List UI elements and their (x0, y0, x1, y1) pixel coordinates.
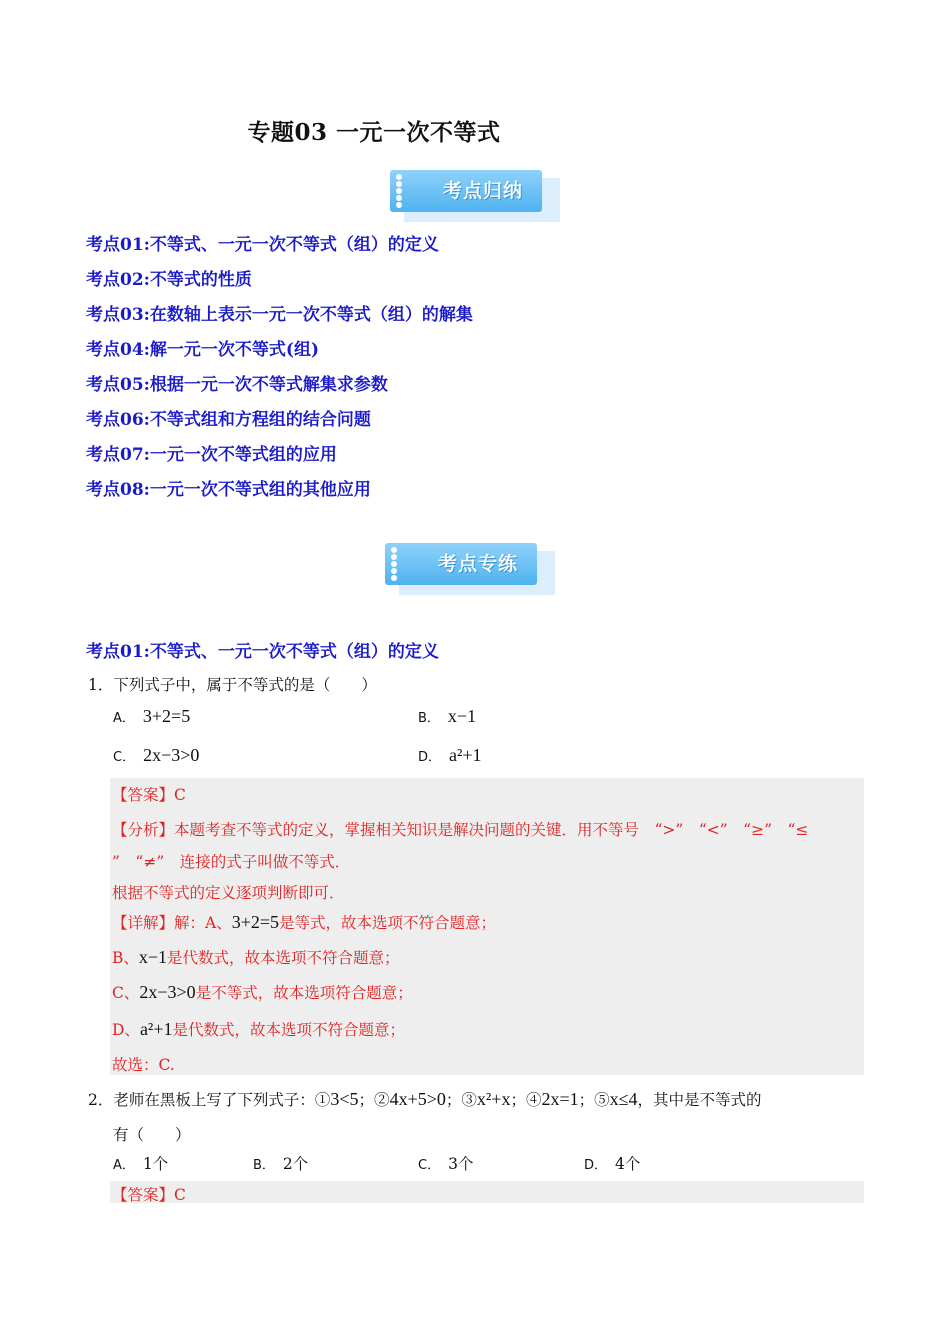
q2-option-a (113, 1152, 168, 1174)
detail-expr: 2x−3>0 (139, 982, 196, 1002)
detail-expr: 3+2=5 (231, 912, 280, 932)
option-letter: A． (113, 1158, 135, 1173)
banner-label: 考点归纳 (442, 180, 523, 202)
stem-text: ；⑤ (578, 1091, 610, 1109)
q2-option-d (584, 1152, 640, 1174)
analysis-line: 根据不等式的定义逐项判断即可． (112, 884, 345, 902)
stem-text: ；③ (445, 1091, 477, 1109)
option-letter: D． (418, 750, 442, 765)
detail-prefix: D、 (112, 1021, 140, 1039)
q1-option-d (418, 745, 482, 766)
detail-prefix: C、 (112, 984, 140, 1002)
detail-text: 是代数式，故本选项不符合题意； (167, 949, 400, 967)
detail-line-a (112, 911, 496, 933)
kaodian-item-04: 考点04:解一元一次不等式(组) (86, 340, 320, 360)
question-1-stem (88, 673, 377, 695)
analysis-line: ” “≠” 连接的式子叫做不等式． (112, 853, 351, 871)
question-2-stem (88, 1088, 762, 1110)
question-2-stem-cont: 有（ ） (113, 1126, 191, 1144)
detail-expr: a²+1 (139, 1019, 173, 1039)
detail-line-c (112, 981, 413, 1003)
detail-line-b (112, 946, 400, 968)
detail-expr: x−1 (138, 947, 168, 967)
option-expr: x−1 (447, 706, 477, 726)
detail-text: 是代数式，故本选项不符合题意； (172, 1021, 405, 1039)
option-expr: 2x−3>0 (143, 745, 200, 765)
kaodian-item-06: 考点06:不等式组和方程组的结合问题 (86, 410, 371, 430)
q2-answer-box (110, 1181, 864, 1203)
detail-line-d (112, 1018, 405, 1040)
option-letter: A． (113, 711, 135, 726)
question-number: 2． (88, 1091, 114, 1109)
banner-kaodian-guina (390, 170, 562, 222)
stem-text: ，其中是不等式的 (637, 1091, 762, 1109)
section-heading: 考点01:不等式、一元一次不等式（组）的定义 (86, 642, 439, 662)
expr-4: 2x=1 (541, 1089, 579, 1109)
q1-option-c (113, 745, 199, 766)
stem-text: ；② (358, 1091, 390, 1109)
analysis-line: 【分析】本题考查不等式的定义，掌握相关知识是解决问题的关键．用不等号 “>” “<” “≥” “≤ (112, 821, 809, 839)
option-expr: 3+2=5 (142, 706, 191, 726)
option-letter: B． (418, 711, 440, 726)
q1-option-b (418, 706, 476, 727)
kaodian-item-07: 考点07:一元一次不等式组的应用 (86, 445, 337, 465)
kaodian-item-03: 考点03:在数轴上表示一元一次不等式（组）的解集 (86, 305, 473, 325)
expr-3: x²+x (476, 1089, 511, 1109)
stem-text: 老师在黑板上写了下列式子：① (113, 1091, 331, 1109)
kaodian-item-01: 考点01:不等式、一元一次不等式（组）的定义 (86, 235, 439, 255)
detail-text: 是不等式，故本选项符合题意； (195, 984, 413, 1002)
q2-option-c (418, 1152, 473, 1174)
option-letter: D． (584, 1158, 608, 1173)
kaodian-item-02: 考点02:不等式的性质 (86, 270, 252, 290)
page-title: 专题03 一元一次不等式 (247, 119, 501, 146)
q2-option-b (253, 1152, 308, 1174)
question-text: 下列式子中，属于不等式的是（ ） (113, 676, 377, 694)
option-expr: a²+1 (449, 745, 482, 765)
kaodian-item-05: 考点05:根据一元一次不等式解集求参数 (86, 375, 388, 395)
option-letter: C． (113, 750, 136, 765)
banner-label: 考点专练 (437, 553, 518, 575)
answer-line: 【答案】C (112, 1186, 186, 1204)
binder-dots-icon (390, 547, 398, 581)
stem-text: ；④ (510, 1091, 542, 1109)
option-letter: B． (253, 1158, 275, 1173)
detail-prefix: B、 (112, 949, 139, 967)
banner-kaodian-zhuanlian (385, 543, 557, 595)
detail-text: 是等式，故本选项不符合题意； (279, 914, 497, 932)
question-number: 1． (88, 676, 114, 694)
expr-5: x≤4 (609, 1089, 638, 1109)
q1-answer-box (110, 778, 864, 1075)
answer-line: 【答案】C (112, 786, 186, 804)
option-text: 3个 (448, 1155, 474, 1173)
conclusion-line: 故选：C. (112, 1056, 175, 1074)
option-text: 4个 (615, 1155, 641, 1173)
q1-option-a (113, 706, 190, 727)
option-letter: C． (418, 1158, 441, 1173)
detail-prefix: 【详解】解：A、 (112, 914, 232, 932)
binder-dots-icon (395, 174, 403, 208)
kaodian-item-08: 考点08:一元一次不等式组的其他应用 (86, 480, 371, 500)
option-text: 2个 (282, 1155, 309, 1173)
option-text: 1个 (142, 1155, 169, 1173)
expr-2: 4x+5>0 (389, 1089, 446, 1109)
expr-1: 3<5 (330, 1089, 359, 1109)
